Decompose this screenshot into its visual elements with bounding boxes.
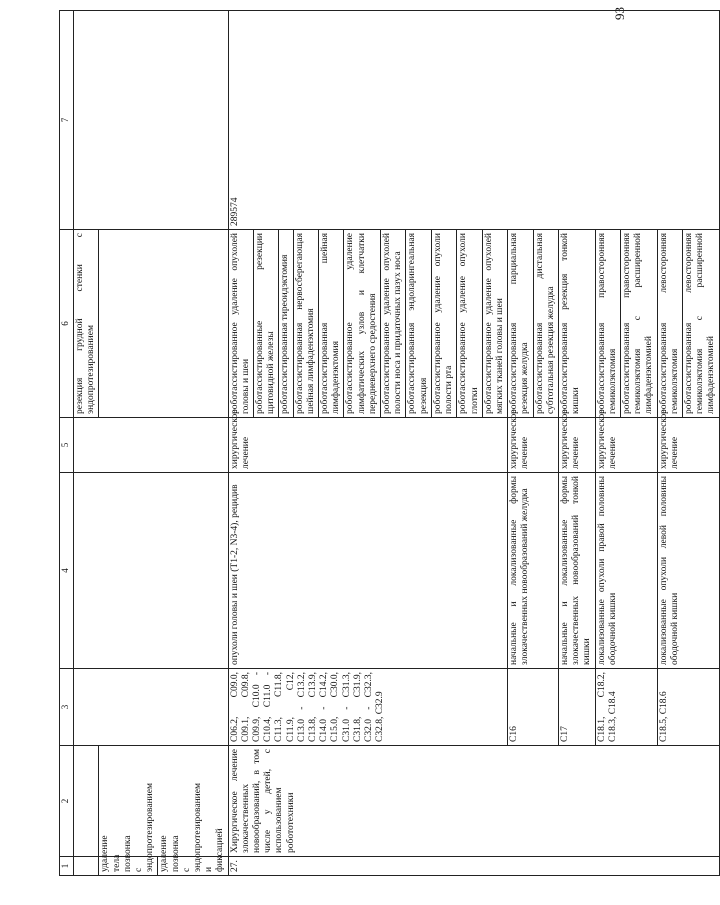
patient-model: начальные и локализованные формы злокачественных новообразований желудка — [508, 473, 559, 669]
method: роботассистированная парциальная резекция желудка — [508, 230, 533, 418]
method: роботассистированная правосторонняя гемиколэктомия с расширенной лимфаденэктомией — [620, 230, 657, 418]
method: роботассистированная эндоларингеальная резекция — [406, 230, 431, 418]
method: удаление позвонка с эндопротезированием и фиксацией — [158, 857, 228, 876]
method: роботассистированное удаление опухолей головы и шеи — [228, 230, 253, 418]
group-name: Хирургическое лечение злокачественных новообразований, в том числе у детей, с использованием робототехники — [228, 746, 719, 857]
method: роботассистированная левосторонняя гемиколэктомия с расширенной лимфаденэктомией — [682, 230, 719, 418]
column-number: 7 — [60, 11, 74, 230]
method: роботассистированное удаление лимфатических узлов и клетчатки передневерхнего средостения — [344, 230, 381, 418]
icd-codes: C16 — [508, 669, 559, 746]
method: удаление тела позвонка с эндопротезированием — [99, 857, 158, 876]
group-name — [74, 746, 99, 857]
method: роботассистированное удаление опухоли глотки — [457, 230, 482, 418]
method: роботассистированные резекции щитовидной железы — [254, 230, 279, 418]
column-number: 6 — [60, 230, 74, 418]
column-number-row — [60, 11, 74, 876]
patient-model: опухоли головы и шеи (T1-2, N3-4), рецидив — [228, 473, 507, 669]
method: роботассистированное удаление опухоли полости рта — [431, 230, 456, 418]
patient-model — [74, 473, 229, 669]
method: роботассистированное удаление опухолей мягких тканей головы и шеи — [482, 230, 507, 418]
patient-model: локализованные опухоли левой половины ободочной кишки — [657, 473, 719, 669]
column-number: 2 — [60, 746, 74, 857]
page-number: 93 — [612, 7, 627, 20]
patient-model: начальные и локализованные формы злокачественных новообразований тонкой кишки — [558, 473, 595, 669]
icd-codes: C18.5, C18.6 — [657, 669, 719, 746]
icd-codes: C06.2, C09.0, C09.1, C09.8, C09.9, C10.0 - C10.4, C11.0 - C11.3, C11.8, C11.9, C12, C13.0 - C13.2, C13.8, C13.9, C14.0 - C14.2, C15.0, C30.0, C31.0 - C31.3, C31.8, C31.9, C32.0 - C32.3, C32.8, C32.9 — [228, 669, 507, 746]
method: роботассистированная левосторонняя гемиколэктомия — [657, 230, 682, 418]
icd-codes: C17 — [558, 669, 595, 746]
row-number — [74, 857, 99, 876]
method: роботассистированная шейная лимфаденэктомия — [319, 230, 344, 418]
method: роботассистированная тиреоидэктомия — [279, 230, 293, 418]
column-number: 3 — [60, 669, 74, 746]
method: роботассистированная нервосберегающая шейная лимфаденэктомия — [293, 230, 318, 418]
icd-codes: C18.1, C18.2, C18.3, C18.4 — [595, 669, 657, 746]
treatment-type: хирургическое лечение — [508, 418, 559, 473]
column-number: 5 — [60, 418, 74, 473]
treatment-type: хирургическое лечение — [657, 418, 719, 473]
row-number: 27. — [228, 857, 719, 876]
norm-cost: 289574 — [228, 11, 719, 230]
method: роботассистированная правосторонняя гемиколэктомия — [595, 230, 620, 418]
table-body — [60, 11, 720, 876]
patient-model: локализованные опухоли правой половины ободочной кишки — [595, 473, 657, 669]
table-row — [228, 11, 253, 876]
procedures-table — [59, 10, 720, 876]
treatment-type: хирургическое лечение — [228, 418, 507, 473]
norm-cost — [74, 11, 229, 230]
table-row — [74, 11, 99, 876]
column-number: 1 — [60, 857, 74, 876]
treatment-type: хирургическое лечение — [558, 418, 595, 473]
method: резекция грудной стенки с эндопротезированием — [74, 230, 99, 418]
method: роботассистированное удаление опухолей полости носа и придаточных пазух носа — [381, 230, 406, 418]
column-number: 4 — [60, 473, 74, 669]
treatment-type: хирургическое лечение — [595, 418, 657, 473]
treatment-type — [74, 418, 229, 473]
icd-codes — [74, 669, 229, 746]
method: роботассистированная дистальная субтотальная резекция желудка — [533, 230, 558, 418]
method: роботассистированная резекция тонкой кишки — [558, 230, 595, 418]
